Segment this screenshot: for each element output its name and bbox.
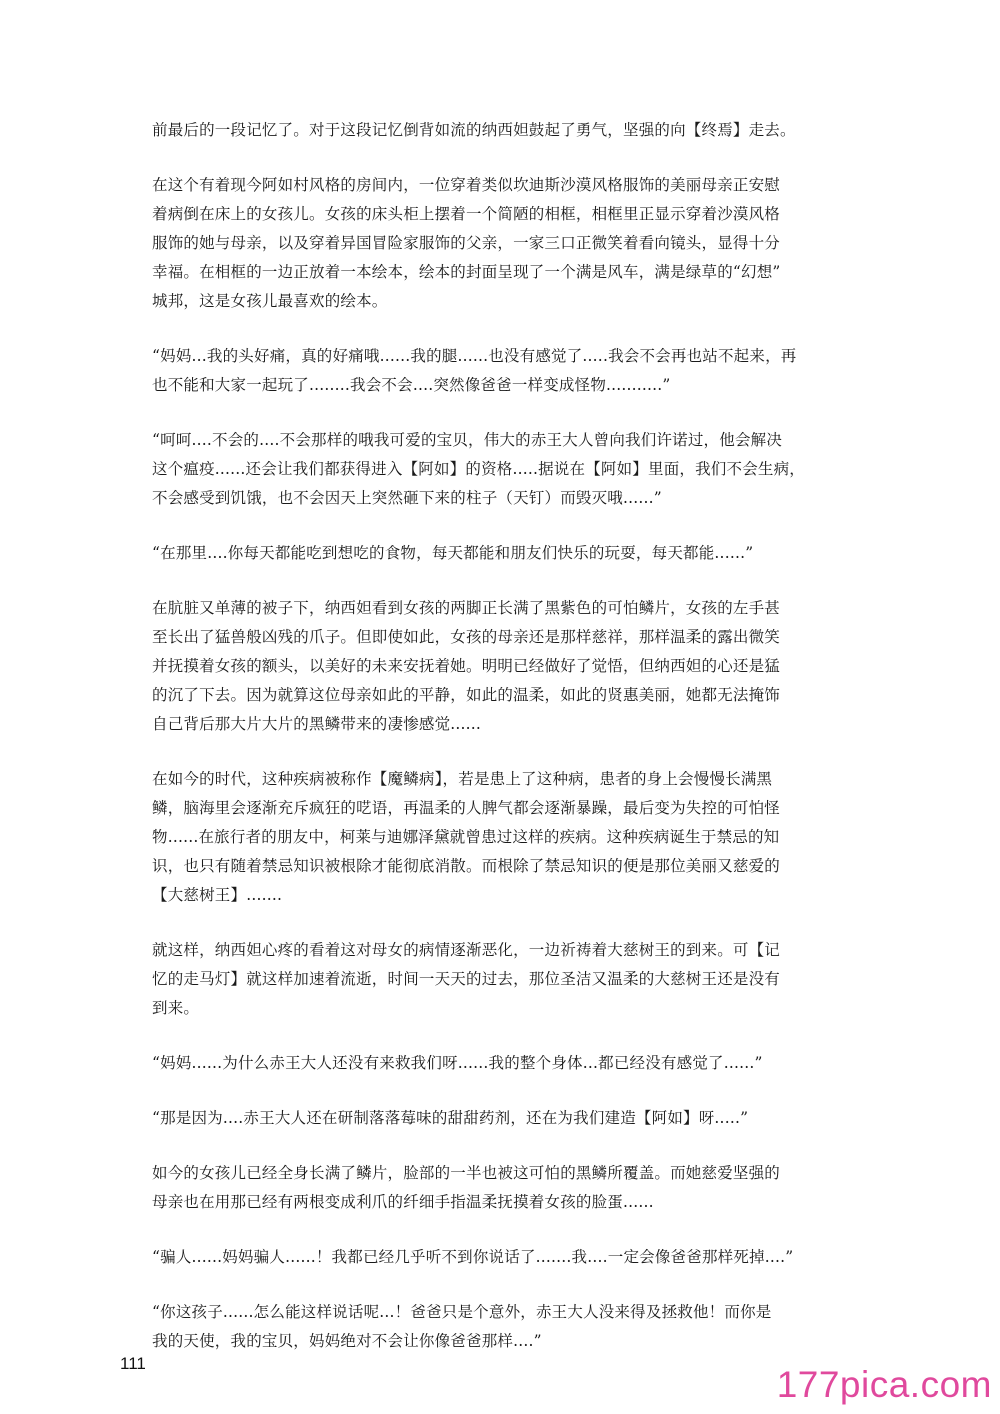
paragraph-4: “呵呵....不会的....不会那样的哦我可爱的宝贝，伟大的赤王大人曾向我们许诺过，他会解决 这个瘟疫......还会让我们都获得进入【阿如】的资格.....据说在【阿如】里面，我们不会生病， 不会感受到饥饿，也不会因天上突然砸下来的柱子（天钉）而毁灭哦......” (152, 431, 805, 507)
paragraph-13: “你这孩子......怎么能这样说话呢...！爸爸只是个意外，赤王大人没来得及拯救他！而你是 我的天使，我的宝贝，妈妈绝对不会让你像爸爸那样....” (152, 1303, 772, 1350)
paragraph-1: 前最后的一段记忆了。对于这段记忆倒背如流的纳西妲鼓起了勇气，坚强的向【终焉】走去。 (152, 121, 796, 139)
paragraph-9: “妈妈......为什么赤王大人还没有来救我们呀......我的整个身体...都已经没有感觉了......” (152, 1054, 763, 1072)
body-text (152, 116, 852, 1382)
paragraph-3: “妈妈...我的头好痛，真的好痛哦......我的腿......也没有感觉了.....我会不会再也站不起来，再 也不能和大家一起玩了........我会不会....突然像爸爸一样变成怪物...........” (152, 347, 797, 394)
paragraph-11: 如今的女孩儿已经全身长满了鳞片，脸部的一半也被这可怕的黑鳞所覆盖。而她慈爱坚强的 母亲也在用那已经有两根变成利爪的纤细手指温柔抚摸着女孩的脸蛋...... (152, 1164, 781, 1211)
paragraph-8: 就这样，纳西妲心疼的看着这对母女的病情逐渐恶化，一边祈祷着大慈树王的到来。可【记 忆的走马灯】就这样加速着流逝，时间一天天的过去，那位圣洁又温柔的大慈树王还是没有 到来。 (152, 941, 781, 1017)
paragraph-6: 在肮脏又单薄的被子下，纳西妲看到女孩的两脚正长满了黑紫色的可怕鳞片，女孩的左手甚 至长出了猛兽般凶残的爪子。但即使如此，女孩的母亲还是那样慈祥，那样温柔的露出微笑 并抚摸着女孩的额头，以美好的未来安抚着她。明明已经做好了觉悟，但纳西妲的心还是猛 的沉了下去。因为就算这位母亲如此的平静，如此的温柔，如此的贤惠美丽，她都无法掩饰 自己背后那大片大片的黑鳞带来的凄惨感觉...... (152, 599, 781, 733)
paragraph-2: 在这个有着现今阿如村风格的房间内，一位穿着类似坎迪斯沙漠风格服饰的美丽母亲正安慰 着病倒在床上的女孩儿。女孩的床头柜上摆着一个简陋的相框，相框里正显示穿着沙漠风格 服饰的她与母亲，以及穿着异国冒险家服饰的父亲，一家三口正微笑着看向镜头，显得十分 幸福。在相框的一边正放着一本绘本，绘本的封面呈现了一个满是风车，满是绿草的“幻想” 城邦，这是女孩儿最喜欢的绘本。 (152, 176, 781, 310)
page-number: 111 (120, 1354, 146, 1373)
paragraph-5: “在那里....你每天都能吃到想吃的食物，每天都能和朋友们快乐的玩耍，每天都能......” (152, 544, 754, 562)
paragraph-7: 在如今的时代，这种疾病被称作【魔鳞病】，若是患上了这种病，患者的身上会慢慢长满黑 鳞，脑海里会逐渐充斥疯狂的呓语，再温柔的人脾气都会逐渐暴躁，最后变为失控的可怕怪 物......在旅行者的朋友中，柯莱与迪娜泽黛就曾患过这样的疾病。这种疾病诞生于禁忌的知 识，也只有随着禁忌知识被根除才能彻底消散。而根除了禁忌知识的便是那位美丽又慈爱的 【大慈树王】....... (152, 770, 781, 904)
watermark: 177pica.com (776, 1364, 992, 1405)
paragraph-10: “那是因为....赤王大人还在研制落落莓味的甜甜药剂，还在为我们建造【阿如】呀.....” (152, 1109, 749, 1127)
paragraph-12: “骗人......妈妈骗人......！我都已经几乎听不到你说话了.......我....一定会像爸爸那样死掉....” (152, 1248, 794, 1266)
